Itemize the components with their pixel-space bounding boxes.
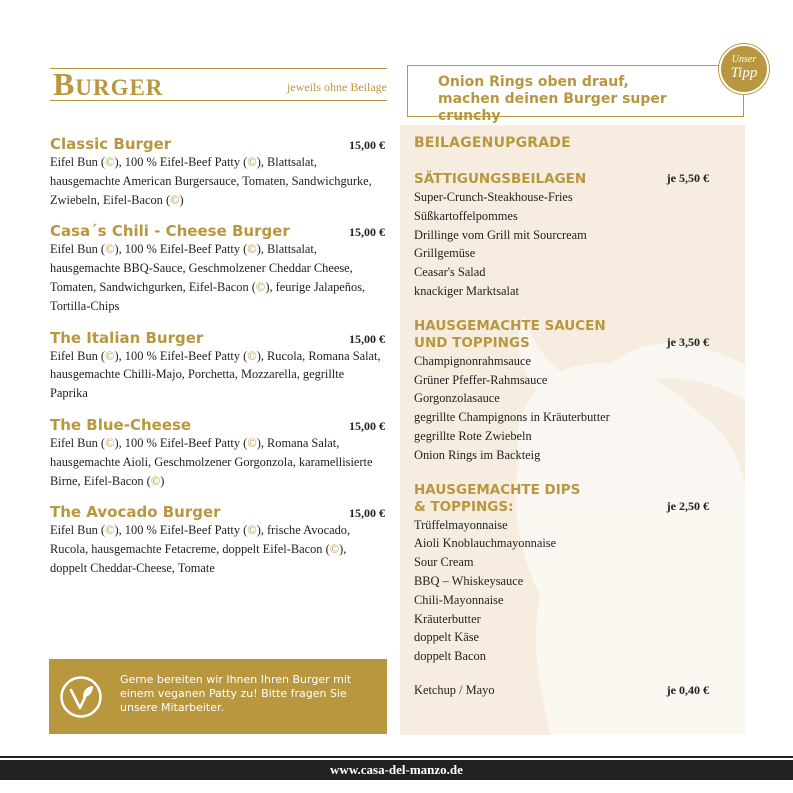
- section-title: [414, 171, 586, 188]
- bio-mark: ©: [105, 435, 115, 450]
- description-text: ), 100 % Eifel-Beef Patty (: [114, 435, 248, 450]
- burger-head: [50, 135, 385, 153]
- page-subtitle: jeweils ohne Beilage: [287, 80, 387, 94]
- burger-item: [50, 416, 385, 490]
- tip-badge: [719, 44, 769, 94]
- tip-text: Onion Rings oben drauf, machen deinen Burger super crunchy: [438, 74, 667, 124]
- vegan-text: Gerne bereiten wir Ihnen Ihren Burger mit einem veganen Patty zu! Bitte fragen Sie unsere Mitarbeiter.: [120, 673, 352, 714]
- bio-mark: ©: [247, 348, 257, 363]
- list-item: Gorgonzolasauce: [414, 391, 500, 406]
- section-head: [414, 318, 709, 352]
- bio-mark: ©: [329, 542, 340, 557]
- bio-mark: ©: [247, 435, 257, 450]
- burger-head: [50, 222, 385, 240]
- description-text: Eifel Bun (: [50, 242, 106, 257]
- list-item: doppelt Käse: [414, 630, 480, 645]
- list-item: gegrillte Champignons in Kräuterbutter: [414, 410, 610, 425]
- bio-mark: ©: [247, 523, 257, 538]
- tip-badge-line1: Unser: [731, 54, 757, 65]
- burger-description: [50, 153, 385, 209]
- burger-name: The Blue-Cheese: [50, 415, 192, 434]
- list-item: Onion Rings im Backteig: [414, 447, 541, 462]
- list-item: Champignonrahmsauce: [414, 353, 531, 368]
- list-item: BBQ – Whiskeysauce: [414, 573, 524, 588]
- bio-mark: ©: [255, 279, 266, 294]
- section-title-line: HAUSGEMACHTE DIPS: [414, 481, 581, 498]
- list-item: Drillinge vom Grill mit Sourcream: [414, 227, 587, 242]
- burger-name: The Avocado Burger: [50, 503, 221, 522]
- description-text: Eifel Bun (: [50, 435, 106, 450]
- list-item: Chili-Mayonnaise: [414, 592, 504, 607]
- section-items: [414, 188, 709, 301]
- description-text: ), Blattsalat, hausgemachte BBQ-Sauce, Geschmolzener Cheddar Cheese, Tomaten, Sandwichgurken, Eifel-Bacon (: [50, 242, 353, 294]
- bio-mark: ©: [105, 242, 115, 257]
- list-item: Grillgemüse: [414, 246, 476, 261]
- list-item: gegrillte Rote Zwiebeln: [414, 428, 532, 443]
- burger-item: [50, 503, 385, 577]
- burger-name: The Italian Burger: [50, 328, 204, 347]
- sides-section: [414, 318, 709, 465]
- section-price: je 5,50 €: [666, 171, 709, 185]
- section-head: [414, 171, 709, 188]
- section-title-line: SÄTTIGUNGSBEILAGEN: [414, 171, 587, 187]
- description-text: ): [160, 473, 165, 488]
- list-item: Super-Crunch-Steakhouse-Fries: [414, 190, 573, 204]
- burger-item: [50, 135, 385, 209]
- list-item: Trüffelmayonnaise: [414, 517, 508, 532]
- list-item: doppelt Bacon: [414, 649, 486, 664]
- burger-name: Classic Burger: [50, 135, 172, 153]
- burger-item: [50, 329, 385, 403]
- burger-head: [50, 416, 385, 434]
- footer-url[interactable]: www.casa-del-manzo.de: [0, 760, 793, 780]
- section-items: [414, 352, 709, 465]
- tip-box: [407, 65, 744, 124]
- description-text: ), 100 % Eifel-Beef Patty (: [114, 523, 248, 538]
- burger-item: [50, 222, 385, 315]
- description-text: ), Rucola, Romana Salat, hausgemachte Chilli-Majo, Porchetta, Mozzarella, gegrillte Paprika: [50, 348, 381, 401]
- description-text: ), doppelt Cheddar-Cheese, Tomate: [50, 542, 347, 575]
- list-item: Süßkartoffelpommes: [414, 208, 518, 223]
- description-text: ), 100 % Eifel-Beef Patty (: [114, 242, 248, 257]
- vegan-leaf-icon: [59, 675, 103, 719]
- description-text: Eifel Bun (: [50, 523, 106, 538]
- section-price: je 3,50 €: [666, 334, 709, 349]
- vegan-note: [49, 659, 387, 734]
- list-item: Aioli Knoblauchmayonnaise: [414, 536, 557, 551]
- list-item: Ceasar's Salad: [414, 265, 486, 280]
- tip-badge-line2: Tipp: [730, 65, 758, 81]
- description-text: Eifel Bun (: [50, 155, 106, 169]
- burger-description: [50, 434, 385, 490]
- list-item: Kräuterbutter: [414, 611, 481, 626]
- sides-section: [414, 482, 709, 666]
- description-text: ), feurige Jalapeños, Tortilla-Chips: [50, 279, 366, 313]
- bio-mark: ©: [105, 155, 115, 169]
- footer-rule: [0, 756, 793, 758]
- description-text: ), 100 % Eifel-Beef Patty (: [114, 348, 248, 363]
- page-title: BURGER: [53, 66, 164, 102]
- bio-mark: ©: [105, 523, 115, 538]
- section-title: [414, 318, 606, 352]
- burger-price: 15,00 €: [349, 418, 385, 433]
- extra-label: Ketchup / Mayo: [414, 682, 495, 697]
- burger-name: Casa´s Chili - Cheese Burger: [50, 222, 290, 241]
- description-text: ), frische Avocado, Rucola, hausgemachte Fetacreme, doppelt Eifel-Bacon (: [50, 523, 351, 557]
- bio-mark: ©: [105, 348, 115, 363]
- section-title-line: & TOPPINGS:: [414, 498, 514, 515]
- burger-description: [50, 347, 385, 403]
- burger-price: 15,00 €: [349, 225, 385, 240]
- burger-description: [50, 240, 385, 315]
- description-text: ), Blattsalat, hausgemachte American Burgersauce, Tomaten, Sandwichgurke, Zwiebeln, Eifel-Bacon (: [50, 155, 372, 207]
- description-text: Eifel Bun (: [50, 348, 106, 363]
- bio-mark: ©: [247, 155, 257, 169]
- sides-sections: [414, 171, 709, 666]
- list-item: Sour Cream: [414, 555, 474, 570]
- burger-head: [50, 329, 385, 347]
- bio-mark: ©: [150, 473, 161, 488]
- sides-content: [414, 135, 709, 698]
- list-item: Grüner Pfeffer-Rahmsauce: [414, 372, 548, 387]
- burger-price: 15,00 €: [349, 138, 385, 152]
- bio-mark: ©: [247, 242, 257, 257]
- sides-title: BEILAGENUPGRADE: [414, 135, 571, 151]
- burger-head: [50, 503, 385, 521]
- section-title-line: HAUSGEMACHTE SAUCEN: [414, 317, 606, 334]
- section-title-line: UND TOPPINGS: [414, 334, 530, 351]
- section-title: [414, 482, 580, 516]
- section-price: je 2,50 €: [666, 498, 709, 513]
- burger-price: 15,00 €: [349, 331, 385, 346]
- description-text: ): [179, 192, 184, 207]
- burger-price: 15,00 €: [349, 506, 385, 521]
- burger-description: [50, 521, 385, 577]
- list-item: knackiger Marktsalat: [414, 283, 519, 298]
- sides-section: [414, 171, 709, 301]
- description-text: ), 100 % Eifel-Beef Patty (: [114, 155, 248, 169]
- section-items: [414, 516, 709, 666]
- extra-row: [414, 683, 709, 698]
- section-head: [414, 482, 709, 516]
- description-text: ), Romana Salat, hausgemachte Aioli, Geschmolzener Gorgonzola, karamellisierte Birne, Eifel-Bacon (: [50, 435, 373, 488]
- burger-list: [50, 135, 385, 591]
- sides-panel: [400, 125, 745, 735]
- bio-mark: ©: [170, 192, 180, 207]
- extra-price: je 0,40 €: [666, 682, 709, 697]
